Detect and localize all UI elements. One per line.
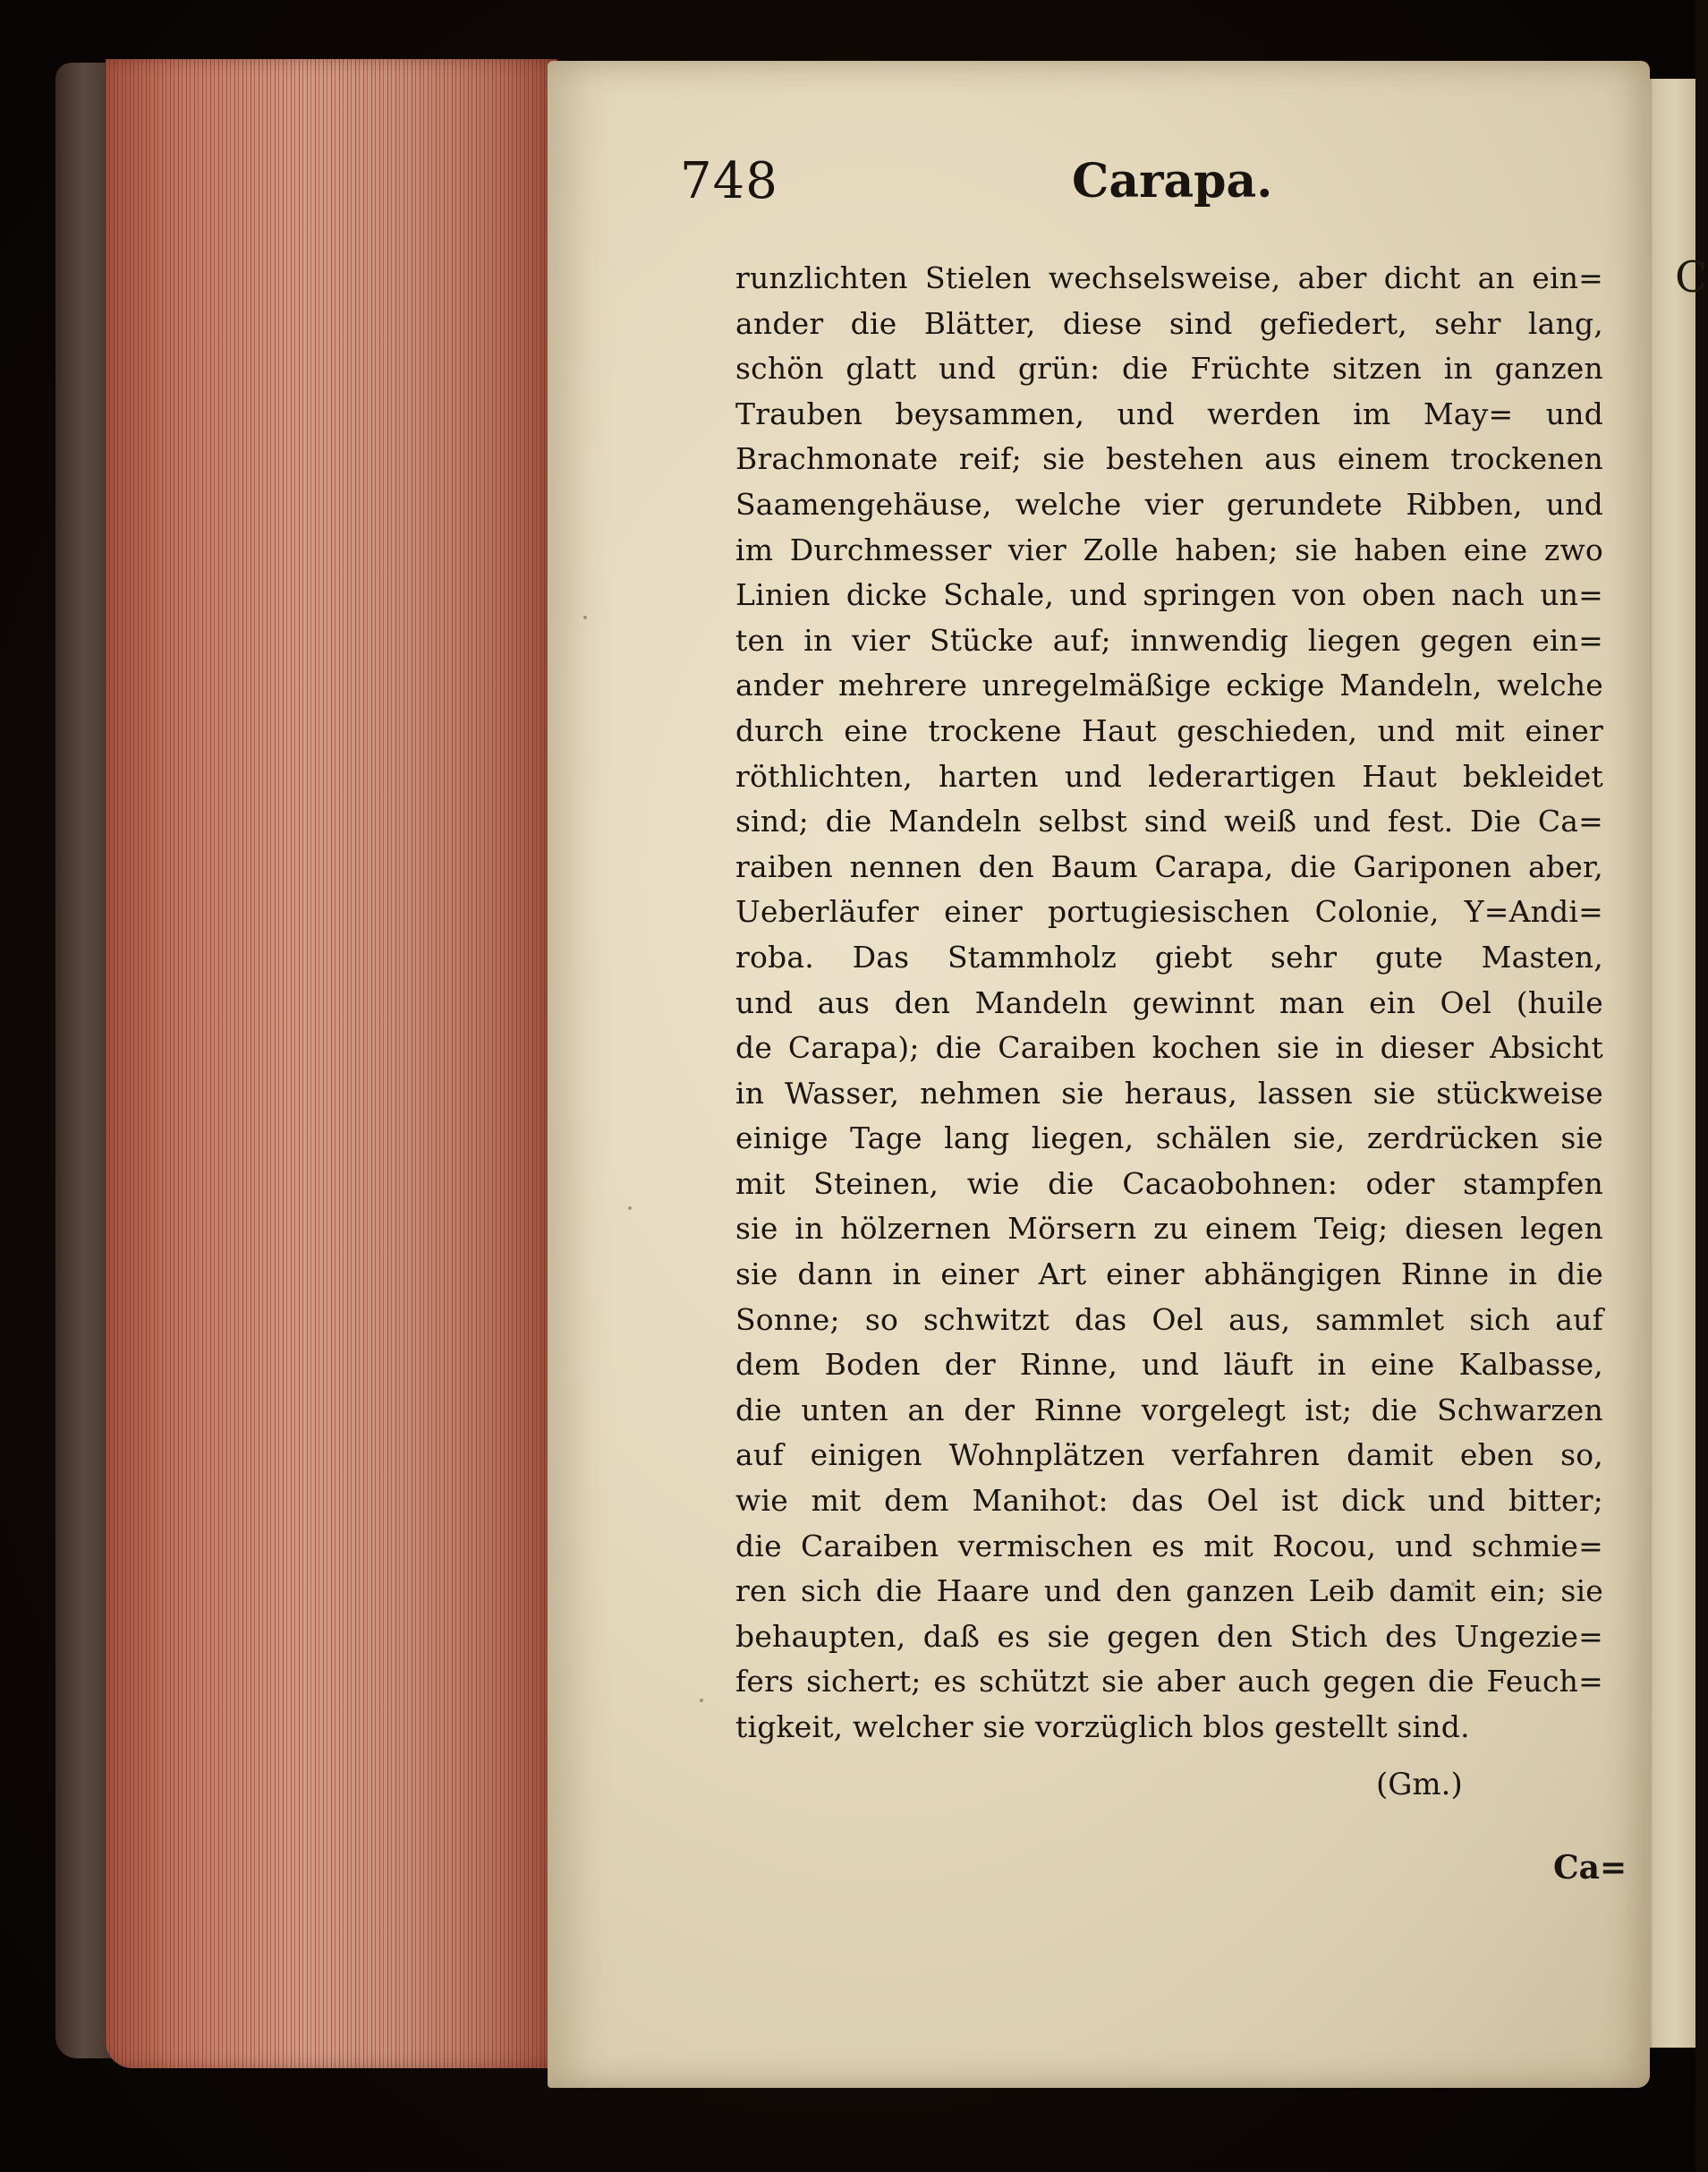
author-signature: (Gm.) <box>1376 1767 1463 1802</box>
text-line: einige Tage lang liegen, schälen sie, zerdrücken sie <box>735 1120 1603 1156</box>
text-line: die Caraiben vermischen es mit Rocou, und schmie= <box>735 1528 1603 1563</box>
text-line: schön glatt und grün: die Früchte sitzen in ganzen <box>735 351 1603 387</box>
text-line: Linien dicke Schale, und springen von oben nach un= <box>735 577 1603 613</box>
text-line: sie in hölzernen Mörsern zu einem Teig; diesen legen <box>735 1211 1603 1247</box>
text-line: Sonne; so schwitzt das Oel aus, sammlet sich auf <box>735 1301 1603 1337</box>
text-line: im Durchmesser vier Zolle haben; sie haben eine zwo <box>735 532 1603 567</box>
page-heading: Carapa. <box>1072 154 1273 209</box>
text-line: durch eine trockene Haut geschieden, und mit einer <box>735 712 1603 748</box>
running-head <box>680 152 1539 224</box>
text-line: ren sich die Haare und den ganzen Leib damit ein; sie <box>735 1573 1603 1609</box>
text-line: fers sichert; es schützt sie aber auch gegen die Feuch= <box>735 1664 1603 1699</box>
text-line: Brachmonate reif; sie bestehen aus einem trockenen <box>735 441 1603 477</box>
body-text <box>735 256 1603 1750</box>
text-line: sie dann in einer Art einer abhängigen Rinne in die <box>735 1256 1603 1292</box>
text-line: Saamengehäuse, welche vier gerundete Ribben, und <box>735 486 1603 522</box>
text-line: dem Boden der Rinne, und läuft in eine Kalbasse, <box>735 1347 1603 1383</box>
text-line: Trauben beysammen, und werden im May= und <box>735 396 1603 431</box>
next-page-glyph: C <box>1675 252 1708 302</box>
paper-speck <box>700 1699 703 1702</box>
text-line: auf einigen Wohnplätzen verfahren damit eben so, <box>735 1437 1603 1473</box>
text-line: die unten an der Rinne vorgelegt ist; die Schwarzen <box>735 1392 1603 1427</box>
text-line: runzlichten Stielen wechselsweise, aber dicht an ein= <box>735 260 1603 295</box>
text-line: in Wasser, nehmen sie heraus, lassen sie stückweise <box>735 1075 1603 1111</box>
next-page-edge <box>1643 79 1695 2048</box>
text-line: röthlichten, harten und lederartigen Haut bekleidet <box>735 758 1603 794</box>
text-line: tigkeit, welcher sie vorzüglich blos gestellt sind. <box>735 1709 1470 1744</box>
text-line: und aus den Mandeln gewinnt man ein Oel (huile <box>735 984 1603 1020</box>
paper-speck <box>583 616 587 619</box>
text-line: behaupten, daß es sie gegen den Stich des Ungezie= <box>735 1618 1603 1654</box>
text-line: raiben nennen den Baum Carapa, die Gariponen aber, <box>735 848 1603 884</box>
page-number: 748 <box>680 152 778 210</box>
text-line: de Carapa); die Caraiben kochen sie in dieser Absicht <box>735 1030 1603 1066</box>
text-line: Ueberläufer einer portugiesischen Colonie, Y=Andi= <box>735 894 1603 930</box>
text-line: wie mit dem Manihot: das Oel ist dick und bitter; <box>735 1483 1603 1519</box>
text-line: roba. Das Stammholz giebt sehr gute Masten, <box>735 939 1603 975</box>
text-line: mit Steinen, wie die Cacaobohnen: oder stampfen <box>735 1165 1603 1201</box>
text-line: ten in vier Stücke auf; innwendig liegen gegen ein= <box>735 622 1603 658</box>
catchword: Ca= <box>1553 1849 1627 1887</box>
text-line: ander mehrere unregelmäßige eckige Mandeln, welche <box>735 668 1603 703</box>
page-edges <box>106 59 557 2068</box>
text-line: sind; die Mandeln selbst sind weiß und fest. Die Ca= <box>735 804 1603 839</box>
text-line: ander die Blätter, diese sind gefiedert, sehr lang, <box>735 305 1603 341</box>
paper-speck <box>628 1206 632 1210</box>
